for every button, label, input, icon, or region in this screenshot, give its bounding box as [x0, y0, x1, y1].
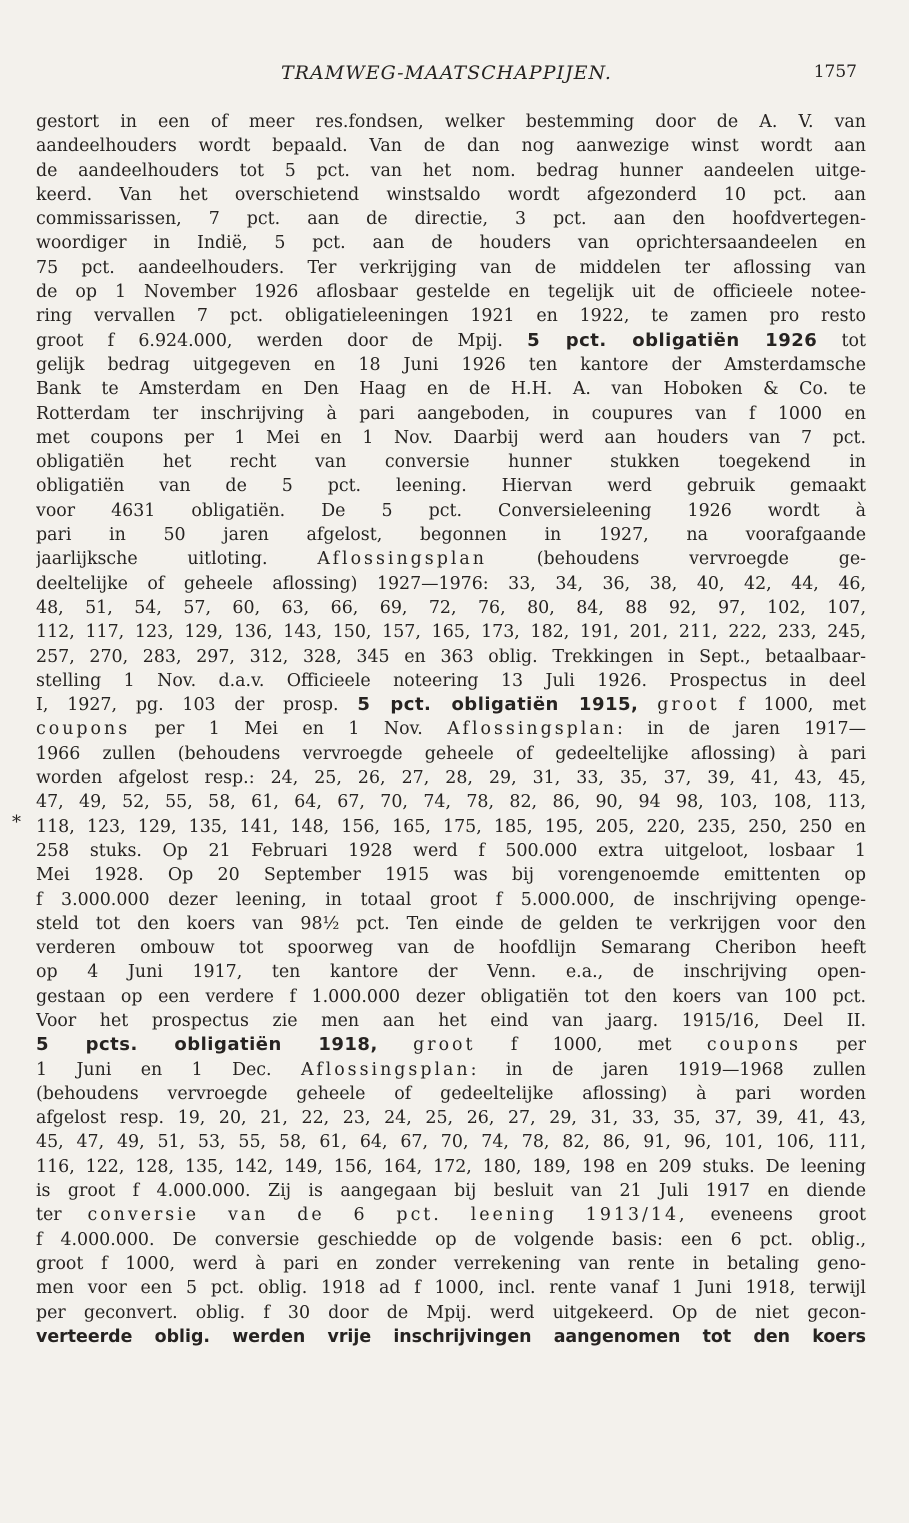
text-run-spaced: coupons: [36, 719, 131, 740]
text-line: [36, 815, 866, 839]
text-line: [36, 256, 866, 280]
text-line: [36, 547, 866, 571]
running-head: [36, 62, 857, 90]
text-line: [36, 329, 866, 353]
text-line: [36, 426, 866, 450]
text-run: 75 pct. aandeelhouders. Ter verkrijging van de middelen ter aflossing van: [36, 257, 866, 278]
text-line: [36, 159, 866, 183]
text-line: [36, 1228, 866, 1252]
text-line: [36, 766, 866, 790]
text-run: per: [800, 1035, 866, 1056]
text-run: worden afgelost resp.: 24, 25, 26, 27, 28, 29, 31, 33, 35, 37, 39, 41, 43, 45,: [36, 768, 866, 789]
text-line: [36, 110, 866, 134]
text-run: f 3.000.000 dezer leening, in totaal groot f 5.000.000, de inschrijving openge-: [36, 889, 866, 910]
text-line: [36, 1009, 866, 1033]
text-run-spaced: groot: [657, 695, 720, 716]
text-run-spaced: groot: [413, 1035, 476, 1056]
text-line: [36, 499, 866, 523]
text-run: : in de jaren 1919—1968 zullen: [470, 1059, 866, 1080]
text-run: afgelost resp. 19, 20, 21, 22, 23, 24, 25, 26, 27, 29, 31, 33, 35, 37, 39, 41, 43,: [36, 1108, 866, 1129]
text-run: de op 1 November 1926 aflosbaar gestelde en tegelijk uit de officieele notee-: [36, 282, 866, 303]
text-line: [36, 377, 866, 401]
text-run-spaced: Aflossingsplan: [300, 1059, 471, 1080]
text-line: [36, 620, 866, 644]
text-line: [36, 231, 866, 255]
text-line: [36, 1179, 866, 1203]
text-line: [36, 1130, 866, 1154]
text-run: ter: [36, 1205, 88, 1226]
text-run-bold: verteerde oblig. werden vrije inschrijvingen aangenomen tot den koers: [36, 1326, 866, 1347]
text-run-heading: 5 pct. obligatiën 1926: [527, 329, 818, 351]
text-line: [36, 596, 866, 620]
text-run: [378, 1035, 413, 1055]
running-title: TRAMWEG-MAATSCHAPPIJEN.: [281, 62, 612, 84]
text-run: (behoudens vervroegde ge-: [486, 549, 866, 570]
text-run: I, 1927, pg. 103 der prosp.: [36, 695, 358, 716]
text-run: 47, 49, 52, 55, 58, 61, 64, 67, 70, 74, 78, 82, 86, 90, 94 98, 103, 108, 113,: [36, 792, 866, 813]
text-line: [36, 1276, 866, 1300]
text-run: groot f 1000, werd à pari en zonder verrekening van rente in betaling geno-: [36, 1253, 866, 1274]
text-line: [36, 985, 866, 1009]
text-run: 118, 123, 129, 135, 141, 148, 156, 165, 175, 185, 195, 205, 220, 235, 250, 250 en: [36, 816, 866, 837]
text-line: [36, 1155, 866, 1179]
text-line: [36, 1106, 866, 1130]
text-line: [36, 888, 866, 912]
text-line: [36, 717, 866, 741]
text-run: per 1 Mei en 1 Nov.: [130, 719, 448, 740]
text-line: [36, 863, 866, 887]
text-run: f 1000, met: [475, 1035, 707, 1056]
text-run: , eveneens groot: [679, 1205, 866, 1226]
text-run: tot: [817, 330, 866, 351]
text-run: pari in 50 jaren afgelost, begonnen in 1927, na voorafgaande: [36, 525, 866, 546]
text-line: [36, 1033, 866, 1057]
text-run-spaced: Aflossingsplan: [317, 549, 487, 570]
text-run: Rotterdam ter inschrijving à pari aangeboden, in coupures van f 1000 en: [36, 403, 866, 424]
text-run: gestort in een of meer res.fondsen, welker bestemming door de A. V. van: [36, 112, 866, 132]
text-run: (behoudens vervroegde geheele of gedeeltelijke aflossing) à pari worden: [36, 1083, 866, 1104]
text-run: is groot f 4.000.000. Zij is aangegaan bij besluit van 21 Juli 1917 en diende: [36, 1181, 866, 1202]
margin-mark: *: [12, 812, 21, 833]
text-run-heading: 5 pcts. obligatiën 1918,: [36, 1034, 378, 1056]
text-line: [36, 402, 866, 426]
text-line: [36, 280, 866, 304]
text-line: [36, 912, 866, 936]
text-line: [36, 304, 866, 328]
text-line: [36, 693, 866, 717]
text-run: 48, 51, 54, 57, 60, 63, 66, 69, 72, 76, 80, 84, 88 92, 97, 102, 107,: [36, 597, 866, 618]
text-run: de aandeelhouders tot 5 pct. van het nom. bedrag hunner aandeelen uitge-: [36, 160, 866, 181]
text-run: verderen ombouw tot spoorweg van de hoofdlijn Semarang Cheribon heeft: [36, 938, 866, 959]
text-line: [36, 645, 866, 669]
text-run: 1 Juni en 1 Dec.: [36, 1059, 301, 1080]
text-line: [36, 474, 866, 498]
text-run: obligatiën het recht van conversie hunner stukken toegekend in: [36, 452, 866, 473]
text-run: Voor het prospectus zie men aan het eind van jaarg. 1915/16, Deel II.: [36, 1010, 866, 1031]
text-run: groot f 6.924.000, werden door de Mpij.: [36, 330, 528, 351]
text-line: [36, 790, 866, 814]
text-line: [36, 936, 866, 960]
text-run: commissarissen, 7 pct. aan de directie, 3 pct. aan den hoofdvertegen-: [36, 209, 866, 230]
text-run-spaced: Aflossingsplan: [447, 719, 617, 740]
text-line: [36, 1203, 866, 1227]
text-run: Mei 1928. Op 20 September 1915 was bij vorengenoemde emittenten op: [36, 865, 866, 886]
text-run: steld tot den koers van 98½ pct. Ten einde de gelden te verkrijgen voor den: [36, 913, 866, 934]
text-run: 116, 122, 128, 135, 142, 149, 156, 164, 172, 180, 189, 198 en 209 stuks. De leening: [36, 1156, 866, 1177]
text-line: [36, 523, 866, 547]
text-run: 258 stuks. Op 21 Februari 1928 werd f 500.000 extra uitgeloot, losbaar 1: [36, 840, 866, 861]
page-number: 1757: [813, 62, 857, 82]
text-line: [36, 207, 866, 231]
text-run: stelling 1 Nov. d.a.v. Officieele noteering 13 Juli 1926. Prospectus in deel: [36, 670, 866, 691]
text-line: [36, 960, 866, 984]
text-run-spaced: coupons: [706, 1035, 801, 1056]
text-line: [36, 134, 866, 158]
text-line: [36, 669, 866, 693]
text-line: [36, 1082, 866, 1106]
text-run: woordiger in Indië, 5 pct. aan de houders van oprichtersaandeelen en: [36, 233, 866, 254]
text-line: [36, 353, 866, 377]
text-line: [36, 1252, 866, 1276]
text-run: voor 4631 obligatiën. De 5 pct. Conversieleening 1926 wordt à: [36, 500, 866, 521]
text-run: 112, 117, 123, 129, 136, 143, 150, 157, 165, 173, 182, 191, 201, 211, 222, 233, 245,: [36, 622, 866, 643]
text-run: 257, 270, 283, 297, 312, 328, 345 en 363 oblig. Trekkingen in Sept., betaalbaar-: [36, 646, 866, 667]
text-line: [36, 742, 866, 766]
text-line: [36, 450, 866, 474]
text-run: deeltelijke of geheele aflossing) 1927—1976: 33, 34, 36, 38, 40, 42, 44, 46,: [36, 573, 866, 594]
text-line: [36, 1301, 866, 1325]
text-run: jaarlijksche uitloting.: [36, 549, 318, 570]
text-line: [36, 572, 866, 596]
text-run: f 4.000.000. De conversie geschiedde op de volgende basis: een 6 pct. oblig.,: [36, 1229, 866, 1250]
text-line: [36, 183, 866, 207]
text-run: ring vervallen 7 pct. obligatieleeningen 1921 en 1922, te zamen pro resto: [36, 306, 866, 327]
text-run: obligatiën van de 5 pct. leening. Hiervan werd gebruik gemaakt: [36, 476, 866, 497]
text-run: f 1000, met: [719, 695, 866, 716]
text-line: [36, 1058, 866, 1082]
text-run: men voor een 5 pct. oblig. 1918 ad f 1000, incl. rente vanaf 1 Juni 1918, terwijl: [36, 1278, 866, 1299]
text-run: 1966 zullen (behoudens vervroegde geheele of gedeeltelijke aflossing) à pari: [36, 743, 866, 764]
text-line: [36, 839, 866, 863]
text-run: : in de jaren 1917—: [616, 719, 866, 740]
text-run: [638, 695, 657, 715]
text-run-heading: 5 pct. obligatiën 1915,: [357, 694, 639, 716]
text-run: 45, 47, 49, 51, 53, 55, 58, 61, 64, 67, 70, 74, 78, 82, 86, 91, 96, 101, 106, 111,: [36, 1132, 866, 1153]
text-run: Bank te Amsterdam en Den Haag en de H.H. A. van Hoboken & Co. te: [36, 379, 866, 400]
text-run: gestaan op een verdere f 1.000.000 dezer obligatiën tot den koers van 100 pct.: [36, 986, 866, 1007]
text-run-spaced: conversie van de 6 pct. leening 1913/14: [87, 1205, 680, 1226]
text-run: per geconvert. oblig. f 30 door de Mpij. werd uitgekeerd. Op de niet gecon-: [36, 1302, 866, 1323]
text-run: met coupons per 1 Mei en 1 Nov. Daarbij werd aan houders van 7 pct.: [36, 427, 866, 448]
body-text: [36, 110, 866, 1349]
text-run: op 4 Juni 1917, ten kantore der Venn. e.a., de inschrijving open-: [36, 962, 866, 983]
text-run: aandeelhouders wordt bepaald. Van de dan nog aanwezige winst wordt aan: [36, 136, 866, 157]
text-line: [36, 1325, 866, 1349]
text-run: gelijk bedrag uitgegeven en 18 Juni 1926 ten kantore der Amsterdamsche: [36, 354, 866, 375]
text-run: keerd. Van het overschietend winstsaldo wordt afgezonderd 10 pct. aan: [36, 184, 866, 205]
